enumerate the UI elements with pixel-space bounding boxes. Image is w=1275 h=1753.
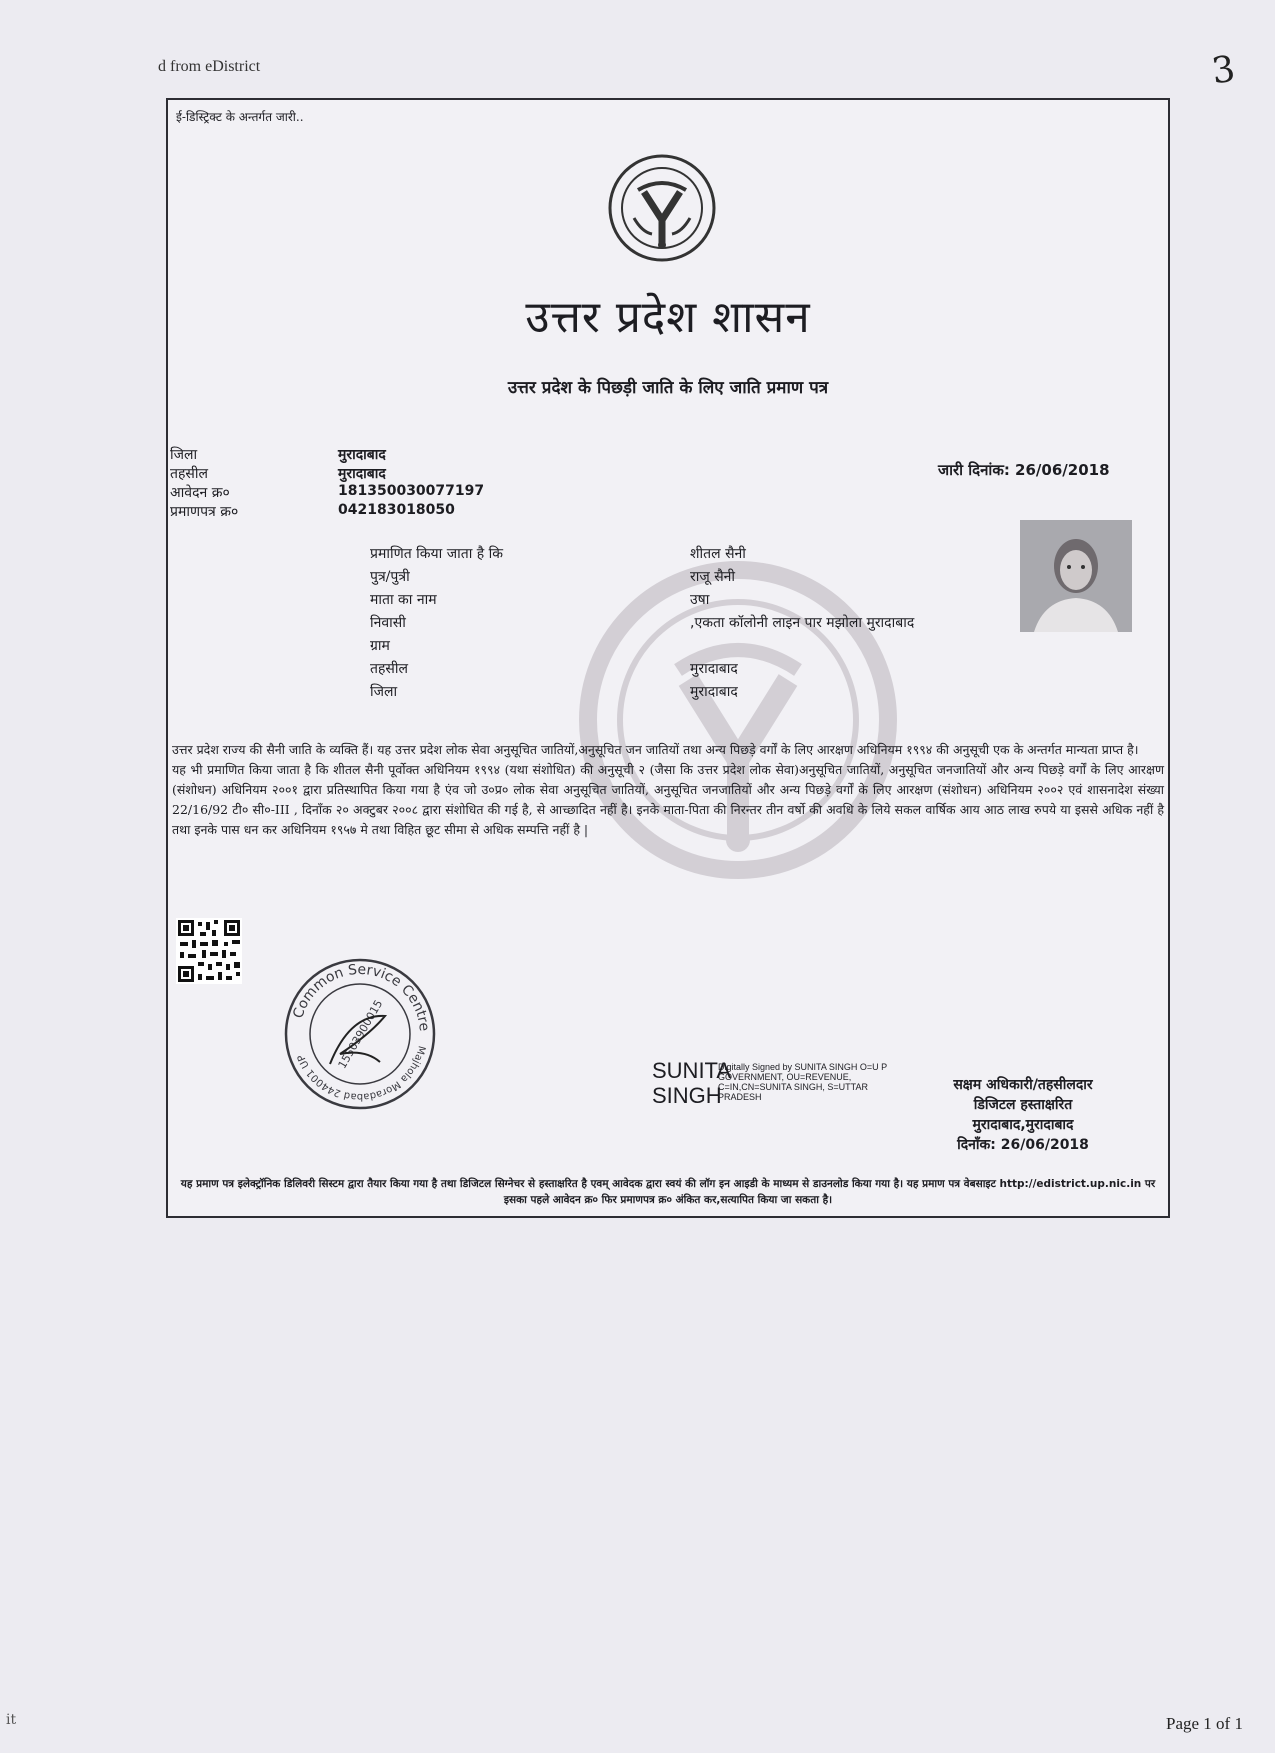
- page-number: Page 1 of 1: [1166, 1714, 1243, 1733]
- digital-signature: [652, 1058, 892, 1118]
- certificate: [166, 98, 1170, 1218]
- up-emblem-watermark: [568, 540, 908, 900]
- up-state-emblem-icon: [606, 152, 718, 264]
- verification-note: यह प्रमाण पत्र इलेक्ट्रॉनिक डिलिवरी सिस्टम द्वारा तैयार किया गया है तथा डिजिटल सिग्नेचर से हस्ताक्षरित है एवम् आवेदक द्वारा स्वयं की लॉग इन आइडी के माध्यम से डाउनलोड किया गया है। यह प्रमाण पत्र वेबसाइट http://edistrict.up.nic.in पर इसका पहले आवेदन क्र० फिर प्रमाणपत्र क्र० अंकित कर,सत्यापित किया जा सकता है।: [180, 1178, 1156, 1206]
- detail-value: मुरादाबाद: [690, 684, 738, 700]
- detail-label: पुत्र/पुत्री: [370, 569, 410, 585]
- seal-number: 15503900015: [335, 997, 386, 1071]
- applicant-photo: [1020, 520, 1132, 632]
- body-paragraph: उत्तर प्रदेश राज्य की सैनी जाति के व्यक्ति हैं। यह उत्तर प्रदेश लोक सेवा अनुसूचित जातियों,अनुसूचित जन जातियों तथा अन्य पिछड़े वर्गों के लिए आरक्षण अधिनियम १९९४ की अनुसूची एक के अन्तर्गत मान्यता प्राप्त है।: [172, 742, 1139, 757]
- detail-label: जिला: [370, 684, 398, 700]
- issue-date: जारी दिनांक: 26/06/2018: [938, 461, 1110, 479]
- meta-value: मुरादाबाद: [338, 466, 386, 482]
- body-paragraph: यह भी प्रमाणित किया जाता है कि शीतल सैनी पूर्वोक्त अधिनियम १९९४ (यथा संशोधित) की अनुसूची २ (जैसा कि उत्तर प्रदेश लोक सेवा)अनुसूचित जातियों, अनुसूचित जनजातियों और अन्य पिछड़े वर्गों के लिए आरक्षण (संशोधन) अधिनियम २००१ द्वारा प्रतिस्थापित किया गया है एंव जो उ०प्र० लोक सेवा अनुसूचित जातियों, अनुसूचित जनजातियों और अन्य पिछड़े वर्गों के लिए आरक्षण (संशोधन) अधिनियम २००२ एवं शासनादेश संख्या 22/16/92 टी० सी०-III , दिनाँक २० अक्टुबर २००८ द्वारा संशोधित की गई है, से आच्छादित नहीं है। इनके माता-पिता की निरन्तर तीन वर्षो की अवधि के लिये सकल वार्षिक आय आठ लाख रुपये या इससे अधिक नहीं है तथा इनके पास धन कर अधिनियम १९५७ मे तथा विहित छूट सीमा से अधिक सम्पत्ति नहीं है |: [172, 762, 1164, 837]
- issued-under-note: ई-डिस्ट्रिक्ट के अन्तर्गत जारी..: [176, 110, 304, 124]
- detail-value: उषा: [690, 592, 710, 608]
- detail-label: प्रमाणित किया जाता है कि: [370, 546, 504, 562]
- certificate-subtitle: उत्तर प्रदेश के पिछड़ी जाति के लिए जाति प्रमाण पत्र: [507, 378, 829, 398]
- detail-value: ,एकता कॉलोनी लाइन पार मझोला मुरादाबाद: [690, 615, 915, 631]
- officer-designation: सक्षम अधिकारी/तहसीलदार: [953, 1077, 1093, 1093]
- qr-code-icon: [176, 918, 242, 984]
- officer-date: दिनाँक: 26/06/2018: [957, 1137, 1089, 1153]
- signature-details: Digitally Signed by SUNITA SINGH O=U P GOVERNMENT, OU=REVENUE, C=IN,CN=SUNITA SINGH, S=UTTAR PRADESH: [718, 1062, 887, 1102]
- meta-label: प्रमाणपत्र क्र०: [170, 504, 239, 520]
- signature-name: SUNITA SINGH: [652, 1058, 730, 1108]
- edge-mark: it: [6, 1712, 17, 1728]
- detail-label: ग्राम: [370, 638, 390, 654]
- detail-value: राजू सैनी: [690, 569, 736, 585]
- officer-place: मुरादाबाद,मुरादाबाद: [972, 1117, 1074, 1133]
- handwritten-page-mark: 3: [1209, 48, 1238, 93]
- person-photo-icon: [1020, 520, 1132, 632]
- meta-label: जिला: [170, 447, 198, 463]
- page-header: d from eDistrict: [158, 58, 261, 75]
- issuing-officer: [938, 1075, 1108, 1155]
- meta-value: 042183018050: [338, 502, 455, 518]
- detail-label: तहसील: [370, 661, 408, 677]
- certificate-body: [172, 740, 1164, 840]
- seal-text-top: Common Service Centre: [290, 961, 433, 1033]
- detail-label: माता का नाम: [370, 592, 437, 608]
- meta-label: तहसील: [170, 466, 208, 482]
- officer-signed: डिजिटल हस्ताक्षरित: [973, 1097, 1073, 1113]
- meta-value: 181350030077197: [338, 483, 485, 499]
- seal-text-bottom: Majhola Moradabad 244001 UP: [295, 1044, 427, 1103]
- meta-value: मुरादाबाद: [338, 447, 386, 463]
- meta-label: आवेदन क्र०: [170, 485, 230, 501]
- detail-label: निवासी: [370, 615, 406, 631]
- government-title: उत्तर प्रदेश शासन: [525, 292, 811, 343]
- detail-value: मुरादाबाद: [690, 661, 738, 677]
- common-service-centre-seal: [280, 954, 440, 1114]
- detail-value: शीतल सैनी: [690, 546, 746, 562]
